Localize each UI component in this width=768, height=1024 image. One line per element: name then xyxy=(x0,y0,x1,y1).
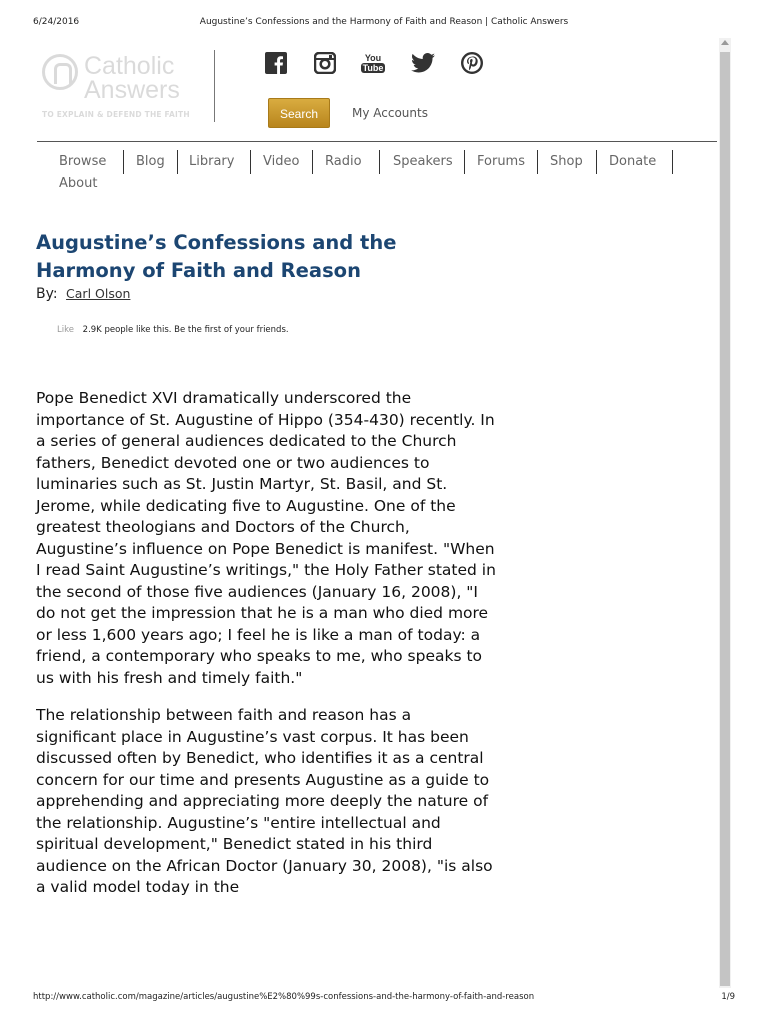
nav-item-blog[interactable]: Blog xyxy=(136,154,165,169)
print-date: 6/24/2016 xyxy=(33,17,80,27)
nav-item-donate[interactable]: Donate xyxy=(609,154,657,169)
nav-item-forums[interactable]: Forums xyxy=(477,154,525,169)
scroll-up-arrow-icon[interactable] xyxy=(721,40,729,45)
nav-item-browse[interactable]: Browse xyxy=(59,154,107,169)
pinterest-icon[interactable] xyxy=(460,50,484,76)
nav-separator xyxy=(672,150,673,174)
print-url: http://www.catholic.com/magazine/articles/augustine%E2%80%99s-confessions-and-the-harmony-of-faith-and-reason xyxy=(33,992,535,1002)
my-accounts-link[interactable]: My Accounts xyxy=(352,106,428,120)
nav-item-about[interactable]: About xyxy=(59,176,98,191)
article-title-line2: Harmony of Faith and Reason xyxy=(36,259,361,282)
byline xyxy=(36,286,130,302)
header-rule xyxy=(37,141,717,142)
facebook-icon[interactable] xyxy=(264,50,288,76)
scrollbar-thumb[interactable] xyxy=(720,52,730,986)
fb-like-count-text: 2.9K people like this. Be the first of your friends. xyxy=(82,325,289,335)
fb-like-button[interactable]: Like xyxy=(57,325,74,335)
nav-item-shop[interactable]: Shop xyxy=(550,154,583,169)
nav-item-video[interactable]: Video xyxy=(263,154,300,169)
twitter-icon[interactable] xyxy=(410,50,436,76)
instagram-icon[interactable] xyxy=(313,50,337,76)
logo-tagline: TO EXPLAIN & DEFEND THE FAITH xyxy=(42,110,190,119)
print-page-number: 1/9 xyxy=(721,992,735,1002)
logo-name-line2: Answers xyxy=(84,76,180,104)
youtube-icon[interactable] xyxy=(360,50,386,76)
logo-mark-icon xyxy=(42,54,78,90)
article-paragraph: The relationship between faith and reason has a significant place in Augustine’s vast corpus. It has been discussed often by Benedict, who identifies it as a central concern for our time and presents Augustine as a guide to apprehending and appreciating more deeply the nature of the relationship. Augustine’s "entire intellectual and spiritual development," Benedict stated in his third audience on the African Doctor (January 30, 2008), "is also a valid model today in the xyxy=(36,706,493,896)
nav-item-library[interactable]: Library xyxy=(189,154,235,169)
article-paragraph: Pope Benedict XVI dramatically underscored the importance of St. Augustine of Hippo (354-430) recently. In a series of general audiences dedicated to the Church fathers, Benedict devoted one or two audiences to luminaries such as St. Justin Martyr, St. Basil, and St. Jerome, while dedicating five to Augustine. One of the greatest theologians and Doctors of the Church, Augustine’s influence on Pope Benedict is manifest. "When I read Saint Augustine’s writings," the Holy Father stated in the second of those five audiences (January 16, 2008), "I do not get the impression that he is a man who died more or less 1,600 years ago; I feel he is like a man of today: a friend, a contemporary who speaks to me, who speaks to us with his fresh and timely faith." xyxy=(36,389,496,687)
scrollbar[interactable] xyxy=(719,38,731,988)
catholic-answers-logo[interactable] xyxy=(42,52,202,122)
article-title-line1: Augustine’s Confessions and the xyxy=(36,231,397,254)
youtube-tube-text: Tube xyxy=(362,62,384,73)
header-divider xyxy=(214,50,215,122)
youtube-you-text: You xyxy=(364,52,382,63)
nav-item-radio[interactable]: Radio xyxy=(325,154,362,169)
article-body xyxy=(36,388,496,899)
nav-item-speakers[interactable]: Speakers xyxy=(393,154,453,169)
print-title: Augustine’s Confessions and the Harmony of Faith and Reason | Catholic Answers xyxy=(199,17,569,27)
facebook-like-widget xyxy=(57,325,289,335)
search-button[interactable]: Search xyxy=(268,98,330,128)
logo-name-line1: Catholic xyxy=(84,52,175,80)
by-label: By: xyxy=(36,286,58,302)
author-link[interactable]: Carl Olson xyxy=(66,286,131,301)
article-title xyxy=(36,229,456,285)
